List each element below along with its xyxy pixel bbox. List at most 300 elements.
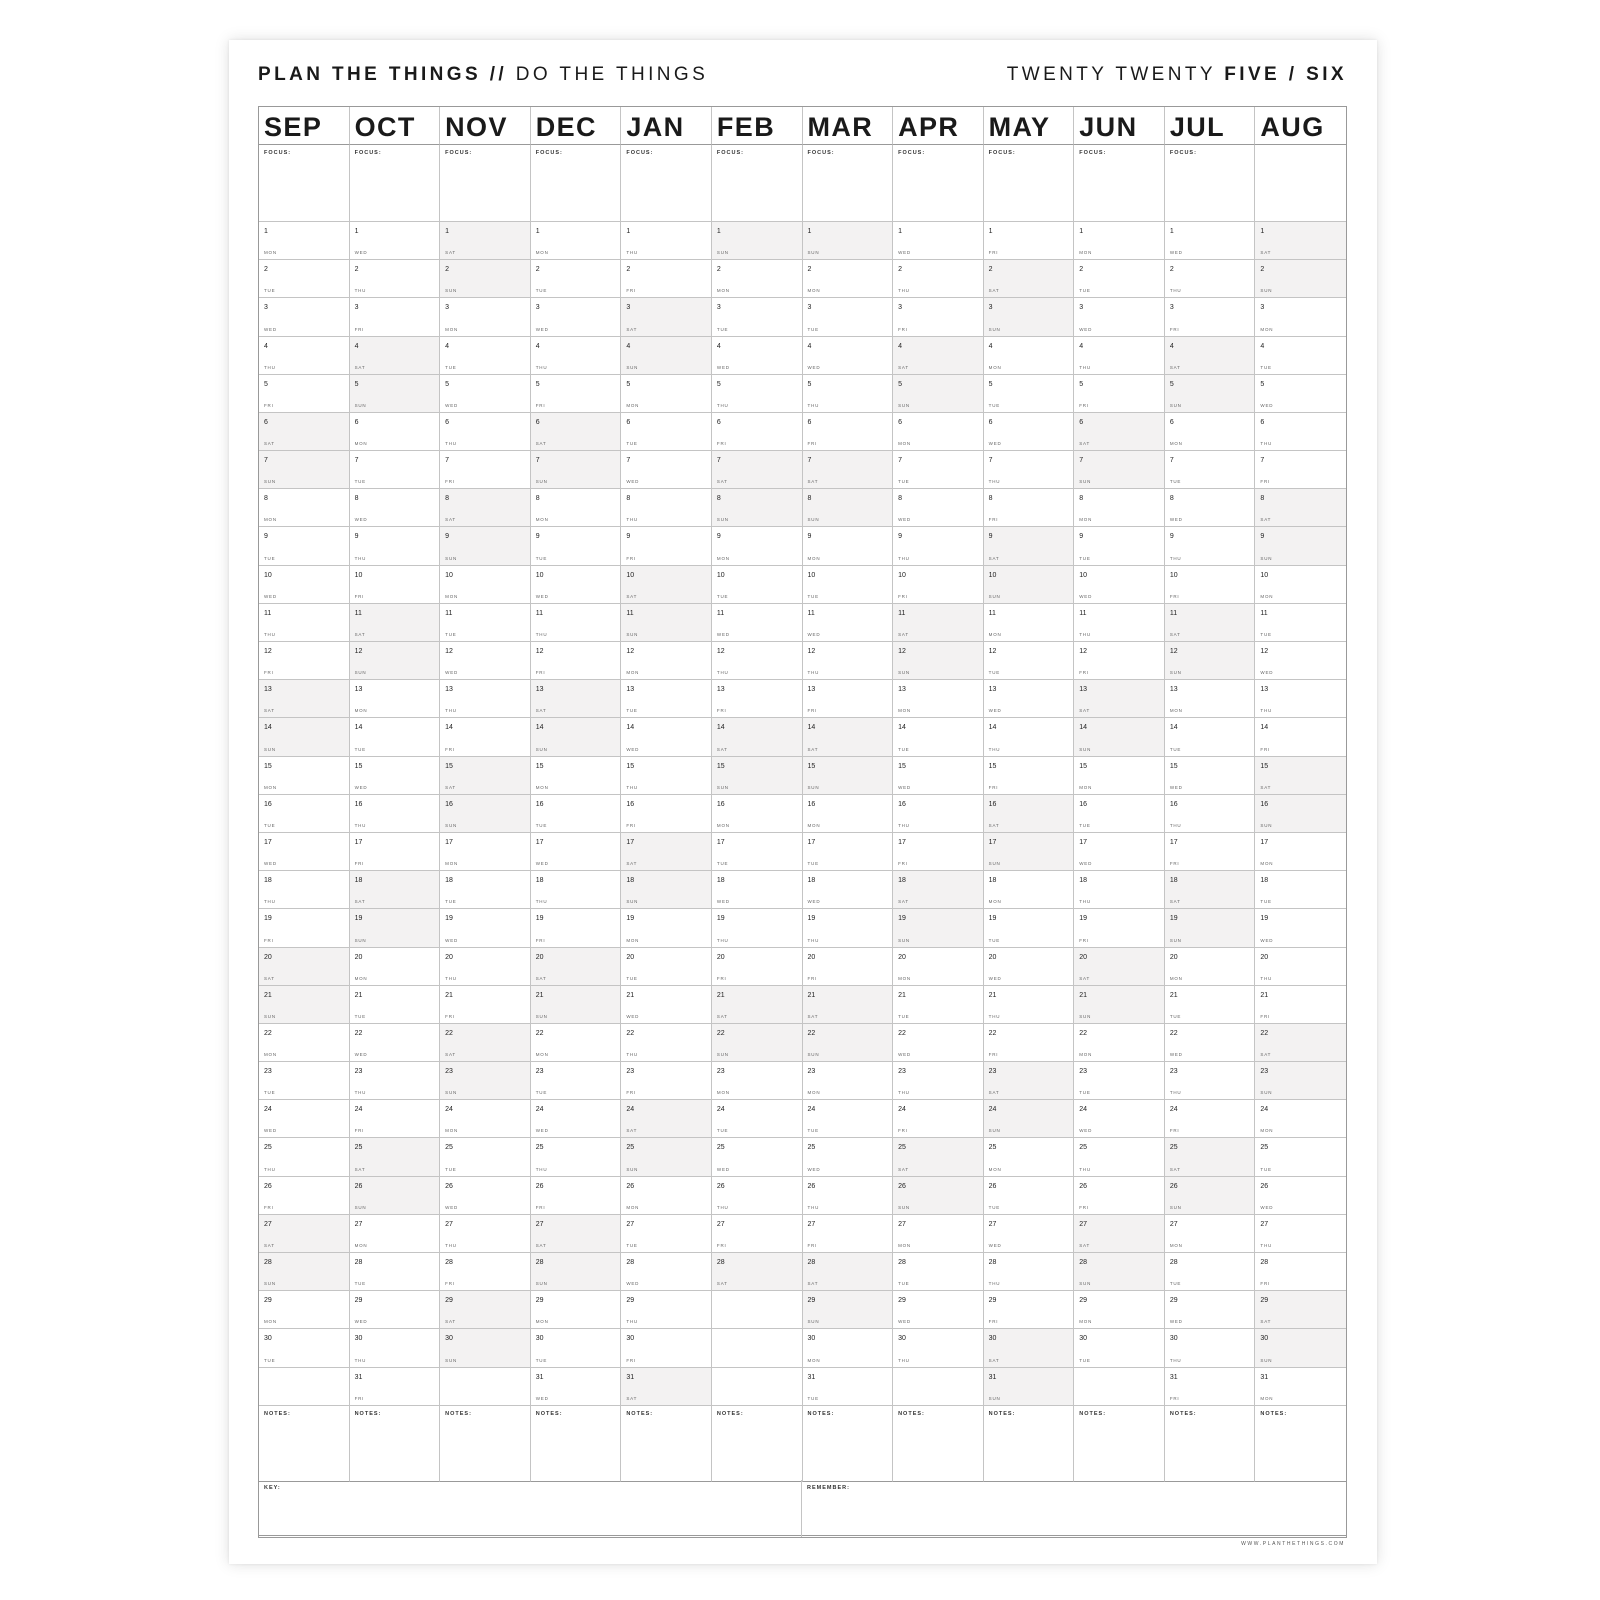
- day-cell[interactable]: [1165, 489, 1256, 527]
- day-cell[interactable]: [893, 909, 984, 947]
- day-cell[interactable]: [531, 986, 622, 1024]
- day-cell[interactable]: [984, 1062, 1075, 1100]
- day-cell[interactable]: [984, 986, 1075, 1024]
- day-cell[interactable]: [259, 375, 350, 413]
- notes-box[interactable]: [1255, 1406, 1346, 1483]
- day-cell[interactable]: [440, 1024, 531, 1062]
- day-cell[interactable]: [712, 948, 803, 986]
- day-cell[interactable]: [259, 1253, 350, 1291]
- focus-box[interactable]: [803, 145, 894, 222]
- day-cell[interactable]: [1255, 986, 1346, 1024]
- day-cell[interactable]: [1074, 833, 1165, 871]
- day-cell[interactable]: [259, 642, 350, 680]
- focus-box[interactable]: [1074, 145, 1165, 222]
- day-cell[interactable]: [1165, 680, 1256, 718]
- day-cell[interactable]: [350, 948, 441, 986]
- day-cell[interactable]: [1165, 1329, 1256, 1367]
- day-cell[interactable]: [1074, 871, 1165, 909]
- day-cell[interactable]: [893, 260, 984, 298]
- day-cell[interactable]: [259, 1291, 350, 1329]
- day-cell[interactable]: [984, 680, 1075, 718]
- day-cell[interactable]: [440, 222, 531, 260]
- day-cell[interactable]: [1074, 795, 1165, 833]
- day-cell[interactable]: [350, 795, 441, 833]
- day-cell[interactable]: [621, 1177, 712, 1215]
- day-cell[interactable]: [893, 1329, 984, 1367]
- day-cell[interactable]: [1074, 1177, 1165, 1215]
- day-cell[interactable]: [1165, 909, 1256, 947]
- focus-box[interactable]: [350, 145, 441, 222]
- focus-box[interactable]: [1255, 145, 1346, 222]
- day-cell[interactable]: [893, 375, 984, 413]
- day-cell[interactable]: [803, 222, 894, 260]
- day-cell[interactable]: [259, 1329, 350, 1367]
- day-cell[interactable]: [1255, 1291, 1346, 1329]
- day-cell[interactable]: [1255, 1253, 1346, 1291]
- day-cell[interactable]: [350, 375, 441, 413]
- day-cell[interactable]: [621, 909, 712, 947]
- day-cell[interactable]: [531, 1215, 622, 1253]
- day-cell[interactable]: [259, 909, 350, 947]
- day-cell[interactable]: [803, 1138, 894, 1176]
- day-cell[interactable]: [984, 337, 1075, 375]
- day-cell[interactable]: [712, 718, 803, 756]
- day-cell[interactable]: [984, 604, 1075, 642]
- day-cell[interactable]: [1074, 1100, 1165, 1138]
- day-cell[interactable]: [984, 375, 1075, 413]
- day-cell[interactable]: [350, 1368, 441, 1406]
- day-cell[interactable]: [1165, 795, 1256, 833]
- day-cell[interactable]: [531, 909, 622, 947]
- day-cell[interactable]: [1255, 718, 1346, 756]
- day-cell[interactable]: [621, 222, 712, 260]
- day-cell[interactable]: [350, 1138, 441, 1176]
- day-cell[interactable]: [621, 451, 712, 489]
- day-cell[interactable]: [712, 1177, 803, 1215]
- day-cell[interactable]: [621, 604, 712, 642]
- day-cell[interactable]: [803, 1177, 894, 1215]
- day-cell[interactable]: [621, 489, 712, 527]
- day-cell[interactable]: [712, 1138, 803, 1176]
- day-cell[interactable]: [1074, 489, 1165, 527]
- day-cell[interactable]: [621, 833, 712, 871]
- day-cell[interactable]: [803, 1368, 894, 1406]
- day-cell[interactable]: [893, 1062, 984, 1100]
- day-cell[interactable]: [259, 527, 350, 565]
- day-cell[interactable]: [531, 489, 622, 527]
- day-cell[interactable]: [531, 451, 622, 489]
- day-cell[interactable]: [350, 1253, 441, 1291]
- notes-box[interactable]: [350, 1406, 441, 1483]
- day-cell[interactable]: [440, 1291, 531, 1329]
- day-cell[interactable]: [621, 337, 712, 375]
- notes-box[interactable]: [531, 1406, 622, 1483]
- day-cell[interactable]: [1165, 413, 1256, 451]
- day-cell[interactable]: [712, 1024, 803, 1062]
- focus-box[interactable]: [621, 145, 712, 222]
- day-cell[interactable]: [531, 413, 622, 451]
- day-cell[interactable]: [1165, 337, 1256, 375]
- day-cell[interactable]: [621, 1215, 712, 1253]
- day-cell[interactable]: [1255, 566, 1346, 604]
- day-cell[interactable]: [1074, 718, 1165, 756]
- day-cell[interactable]: [984, 795, 1075, 833]
- remember-box[interactable]: [802, 1480, 1346, 1537]
- day-cell[interactable]: [531, 566, 622, 604]
- day-cell[interactable]: [440, 527, 531, 565]
- day-cell[interactable]: [712, 833, 803, 871]
- day-cell[interactable]: [440, 757, 531, 795]
- day-cell[interactable]: [1074, 1138, 1165, 1176]
- day-cell[interactable]: [803, 871, 894, 909]
- day-cell[interactable]: [621, 757, 712, 795]
- day-cell[interactable]: [1074, 642, 1165, 680]
- day-cell[interactable]: [259, 1215, 350, 1253]
- day-cell[interactable]: [803, 795, 894, 833]
- day-cell[interactable]: [1255, 451, 1346, 489]
- day-cell[interactable]: [1255, 757, 1346, 795]
- notes-box[interactable]: [440, 1406, 531, 1483]
- day-cell[interactable]: [984, 527, 1075, 565]
- day-cell[interactable]: [440, 1177, 531, 1215]
- day-cell[interactable]: [1165, 1024, 1256, 1062]
- day-cell[interactable]: [259, 1100, 350, 1138]
- day-cell[interactable]: [621, 566, 712, 604]
- day-cell[interactable]: [621, 1291, 712, 1329]
- day-cell[interactable]: [440, 489, 531, 527]
- day-cell[interactable]: [259, 757, 350, 795]
- day-cell[interactable]: [440, 833, 531, 871]
- day-cell[interactable]: [984, 1253, 1075, 1291]
- day-cell[interactable]: [621, 260, 712, 298]
- day-cell[interactable]: [803, 413, 894, 451]
- day-cell[interactable]: [259, 833, 350, 871]
- day-cell[interactable]: [350, 718, 441, 756]
- day-cell[interactable]: [803, 680, 894, 718]
- day-cell[interactable]: [350, 1177, 441, 1215]
- day-cell[interactable]: [1255, 680, 1346, 718]
- day-cell[interactable]: [531, 833, 622, 871]
- day-cell[interactable]: [1074, 1329, 1165, 1367]
- day-cell[interactable]: [803, 1329, 894, 1367]
- day-cell[interactable]: [1074, 451, 1165, 489]
- notes-box[interactable]: [1074, 1406, 1165, 1483]
- day-cell[interactable]: [1255, 1368, 1346, 1406]
- day-cell[interactable]: [984, 948, 1075, 986]
- day-cell[interactable]: [1165, 260, 1256, 298]
- day-cell[interactable]: [621, 680, 712, 718]
- day-cell[interactable]: [1165, 1291, 1256, 1329]
- day-cell[interactable]: [984, 642, 1075, 680]
- notes-box[interactable]: [712, 1406, 803, 1483]
- day-cell[interactable]: [984, 833, 1075, 871]
- day-cell[interactable]: [1074, 1253, 1165, 1291]
- day-cell[interactable]: [531, 680, 622, 718]
- day-cell[interactable]: [531, 1177, 622, 1215]
- day-cell[interactable]: [1165, 1215, 1256, 1253]
- day-cell[interactable]: [893, 718, 984, 756]
- day-cell[interactable]: [1165, 757, 1256, 795]
- day-cell[interactable]: [440, 871, 531, 909]
- day-cell[interactable]: [1165, 986, 1256, 1024]
- day-cell[interactable]: [621, 642, 712, 680]
- day-cell[interactable]: [1074, 604, 1165, 642]
- day-cell[interactable]: [440, 1062, 531, 1100]
- day-cell[interactable]: [893, 871, 984, 909]
- day-cell[interactable]: [893, 489, 984, 527]
- day-cell[interactable]: [712, 642, 803, 680]
- day-cell[interactable]: [803, 451, 894, 489]
- day-cell[interactable]: [350, 413, 441, 451]
- day-cell[interactable]: [350, 1329, 441, 1367]
- day-cell[interactable]: [1074, 948, 1165, 986]
- day-cell[interactable]: [803, 566, 894, 604]
- day-cell[interactable]: [440, 451, 531, 489]
- day-cell[interactable]: [1165, 604, 1256, 642]
- day-cell[interactable]: [259, 260, 350, 298]
- day-cell[interactable]: [803, 909, 894, 947]
- day-cell[interactable]: [893, 795, 984, 833]
- notes-box[interactable]: [621, 1406, 712, 1483]
- day-cell[interactable]: [893, 604, 984, 642]
- day-cell[interactable]: [621, 1062, 712, 1100]
- day-cell[interactable]: [531, 1062, 622, 1100]
- day-cell[interactable]: [984, 1177, 1075, 1215]
- day-cell[interactable]: [350, 871, 441, 909]
- day-cell[interactable]: [893, 222, 984, 260]
- day-cell[interactable]: [350, 1291, 441, 1329]
- day-cell[interactable]: [259, 1062, 350, 1100]
- day-cell[interactable]: [893, 986, 984, 1024]
- day-cell[interactable]: [712, 986, 803, 1024]
- day-cell[interactable]: [712, 298, 803, 336]
- day-cell[interactable]: [1165, 948, 1256, 986]
- day-cell[interactable]: [893, 757, 984, 795]
- day-cell[interactable]: [621, 413, 712, 451]
- day-cell[interactable]: [621, 871, 712, 909]
- day-cell[interactable]: [893, 337, 984, 375]
- day-cell[interactable]: [1074, 375, 1165, 413]
- day-cell[interactable]: [984, 1138, 1075, 1176]
- day-cell[interactable]: [984, 298, 1075, 336]
- day-cell[interactable]: [621, 948, 712, 986]
- day-cell[interactable]: [1074, 1215, 1165, 1253]
- day-cell[interactable]: [621, 795, 712, 833]
- day-cell[interactable]: [712, 680, 803, 718]
- day-cell[interactable]: [984, 1215, 1075, 1253]
- day-cell[interactable]: [984, 1291, 1075, 1329]
- day-cell[interactable]: [1074, 222, 1165, 260]
- day-cell[interactable]: [803, 1215, 894, 1253]
- day-cell[interactable]: [1074, 527, 1165, 565]
- day-cell[interactable]: [440, 1329, 531, 1367]
- day-cell[interactable]: [621, 1253, 712, 1291]
- day-cell[interactable]: [259, 718, 350, 756]
- day-cell[interactable]: [440, 1138, 531, 1176]
- day-cell[interactable]: [893, 1024, 984, 1062]
- day-cell[interactable]: [893, 680, 984, 718]
- day-cell[interactable]: [531, 1100, 622, 1138]
- day-cell[interactable]: [259, 1177, 350, 1215]
- day-cell[interactable]: [1074, 1062, 1165, 1100]
- day-cell[interactable]: [350, 298, 441, 336]
- day-cell[interactable]: [712, 757, 803, 795]
- day-cell[interactable]: [440, 604, 531, 642]
- day-cell[interactable]: [440, 413, 531, 451]
- day-cell[interactable]: [984, 260, 1075, 298]
- day-cell[interactable]: [893, 1100, 984, 1138]
- day-cell[interactable]: [531, 948, 622, 986]
- day-cell[interactable]: [531, 260, 622, 298]
- day-cell[interactable]: [712, 1215, 803, 1253]
- day-cell[interactable]: [1165, 527, 1256, 565]
- day-cell[interactable]: [712, 451, 803, 489]
- day-cell[interactable]: [893, 1291, 984, 1329]
- day-cell[interactable]: [712, 375, 803, 413]
- day-cell[interactable]: [1255, 1329, 1346, 1367]
- day-cell[interactable]: [621, 1100, 712, 1138]
- day-cell[interactable]: [531, 1138, 622, 1176]
- day-cell[interactable]: [984, 909, 1075, 947]
- day-cell[interactable]: [1165, 1062, 1256, 1100]
- day-cell[interactable]: [1255, 642, 1346, 680]
- day-cell[interactable]: [984, 871, 1075, 909]
- day-cell[interactable]: [350, 1215, 441, 1253]
- day-cell[interactable]: [1255, 1062, 1346, 1100]
- day-cell[interactable]: [1255, 413, 1346, 451]
- day-cell[interactable]: [531, 642, 622, 680]
- day-cell[interactable]: [350, 1100, 441, 1138]
- day-cell[interactable]: [1165, 718, 1256, 756]
- day-cell[interactable]: [712, 413, 803, 451]
- day-cell[interactable]: [440, 986, 531, 1024]
- day-cell[interactable]: [350, 260, 441, 298]
- day-cell[interactable]: [1165, 566, 1256, 604]
- day-cell[interactable]: [531, 1291, 622, 1329]
- day-cell[interactable]: [531, 1253, 622, 1291]
- day-cell[interactable]: [893, 948, 984, 986]
- day-cell[interactable]: [1255, 1177, 1346, 1215]
- day-cell[interactable]: [1165, 833, 1256, 871]
- day-cell[interactable]: [531, 222, 622, 260]
- day-cell[interactable]: [531, 1368, 622, 1406]
- day-cell[interactable]: [259, 413, 350, 451]
- day-cell[interactable]: [1255, 298, 1346, 336]
- day-cell[interactable]: [350, 222, 441, 260]
- day-cell[interactable]: [1255, 1024, 1346, 1062]
- day-cell[interactable]: [893, 413, 984, 451]
- day-cell[interactable]: [1074, 1291, 1165, 1329]
- day-cell[interactable]: [803, 1253, 894, 1291]
- day-cell[interactable]: [803, 298, 894, 336]
- day-cell[interactable]: [259, 871, 350, 909]
- day-cell[interactable]: [893, 1215, 984, 1253]
- day-cell[interactable]: [259, 1138, 350, 1176]
- focus-box[interactable]: [531, 145, 622, 222]
- day-cell[interactable]: [350, 489, 441, 527]
- day-cell[interactable]: [259, 489, 350, 527]
- day-cell[interactable]: [350, 833, 441, 871]
- day-cell[interactable]: [893, 1138, 984, 1176]
- day-cell[interactable]: [1255, 833, 1346, 871]
- notes-box[interactable]: [893, 1406, 984, 1483]
- day-cell[interactable]: [984, 413, 1075, 451]
- day-cell[interactable]: [1165, 298, 1256, 336]
- day-cell[interactable]: [440, 795, 531, 833]
- day-cell[interactable]: [259, 795, 350, 833]
- day-cell[interactable]: [621, 527, 712, 565]
- day-cell[interactable]: [350, 1062, 441, 1100]
- day-cell[interactable]: [1165, 1177, 1256, 1215]
- day-cell[interactable]: [712, 527, 803, 565]
- day-cell[interactable]: [803, 260, 894, 298]
- day-cell[interactable]: [1165, 375, 1256, 413]
- notes-box[interactable]: [1165, 1406, 1256, 1483]
- day-cell[interactable]: [440, 948, 531, 986]
- day-cell[interactable]: [531, 298, 622, 336]
- day-cell[interactable]: [1165, 642, 1256, 680]
- day-cell[interactable]: [1074, 413, 1165, 451]
- day-cell[interactable]: [1074, 757, 1165, 795]
- day-cell[interactable]: [531, 718, 622, 756]
- day-cell[interactable]: [803, 642, 894, 680]
- day-cell[interactable]: [350, 642, 441, 680]
- day-cell[interactable]: [1165, 871, 1256, 909]
- day-cell[interactable]: [1255, 337, 1346, 375]
- day-cell[interactable]: [1074, 680, 1165, 718]
- day-cell[interactable]: [259, 337, 350, 375]
- day-cell[interactable]: [803, 833, 894, 871]
- day-cell[interactable]: [803, 527, 894, 565]
- day-cell[interactable]: [803, 986, 894, 1024]
- day-cell[interactable]: [440, 1215, 531, 1253]
- day-cell[interactable]: [712, 222, 803, 260]
- day-cell[interactable]: [984, 222, 1075, 260]
- day-cell[interactable]: [440, 642, 531, 680]
- day-cell[interactable]: [350, 566, 441, 604]
- day-cell[interactable]: [712, 1253, 803, 1291]
- day-cell[interactable]: [712, 1100, 803, 1138]
- focus-box[interactable]: [440, 145, 531, 222]
- day-cell[interactable]: [1074, 909, 1165, 947]
- day-cell[interactable]: [1165, 1368, 1256, 1406]
- day-cell[interactable]: [1255, 604, 1346, 642]
- day-cell[interactable]: [259, 948, 350, 986]
- day-cell[interactable]: [1074, 566, 1165, 604]
- day-cell[interactable]: [803, 948, 894, 986]
- day-cell[interactable]: [350, 986, 441, 1024]
- day-cell[interactable]: [803, 1100, 894, 1138]
- day-cell[interactable]: [1074, 260, 1165, 298]
- day-cell[interactable]: [803, 1062, 894, 1100]
- day-cell[interactable]: [350, 757, 441, 795]
- day-cell[interactable]: [1165, 451, 1256, 489]
- day-cell[interactable]: [803, 1024, 894, 1062]
- notes-box[interactable]: [803, 1406, 894, 1483]
- day-cell[interactable]: [1255, 527, 1346, 565]
- day-cell[interactable]: [803, 1291, 894, 1329]
- day-cell[interactable]: [984, 718, 1075, 756]
- day-cell[interactable]: [984, 566, 1075, 604]
- day-cell[interactable]: [259, 298, 350, 336]
- day-cell[interactable]: [259, 566, 350, 604]
- day-cell[interactable]: [984, 1100, 1075, 1138]
- day-cell[interactable]: [531, 604, 622, 642]
- day-cell[interactable]: [531, 871, 622, 909]
- day-cell[interactable]: [1165, 1138, 1256, 1176]
- day-cell[interactable]: [350, 604, 441, 642]
- day-cell[interactable]: [1255, 1100, 1346, 1138]
